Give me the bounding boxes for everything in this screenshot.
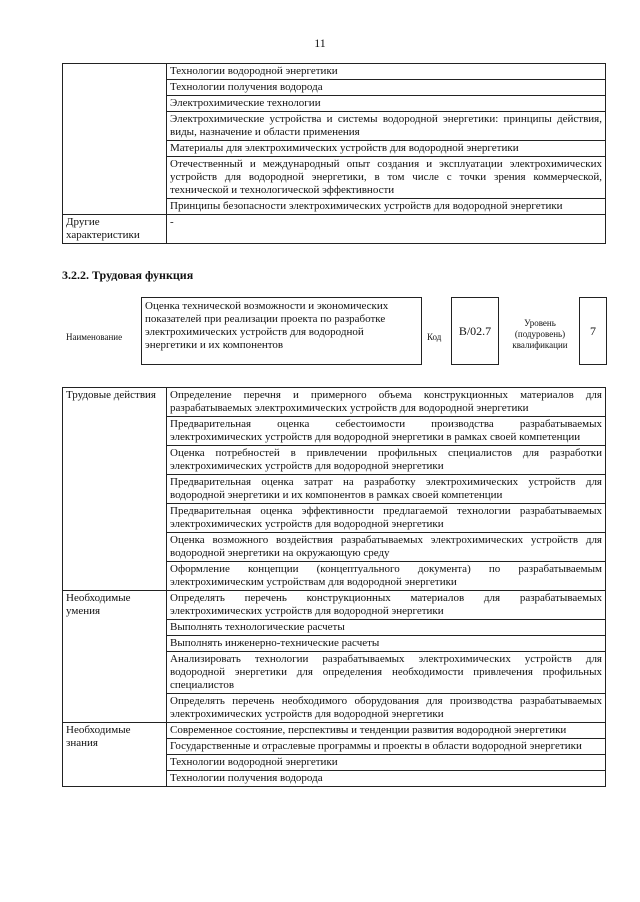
table-cell: Предварительная оценка эффективности предлагаемой технологии разрабатываемых электрохимических устройств для водородной энергетики: [167, 504, 606, 533]
level-value-box: 7: [579, 297, 607, 365]
table-cell: Предварительная оценка себестоимости производства разрабатываемых электрохимических устройств для водородной энергетики в рамках своей компетенции: [167, 417, 606, 446]
name-label: Наименование: [66, 332, 123, 342]
table-cell: Материалы для электрохимических устройств для водородной энергетики: [167, 141, 606, 157]
knowledge-label: Необходимые знания: [63, 723, 167, 787]
labor-function-table: [62, 387, 606, 787]
empty-label-cell: [63, 64, 167, 215]
table-row: [63, 723, 606, 739]
actions-label: Трудовые действия: [63, 388, 167, 591]
table-cell: Анализировать технологии разрабатываемых электрохимических устройств для водородной энергетики для определения необходимости привлечения профильных специалистов: [167, 652, 606, 694]
table-cell: Отечественный и международный опыт создания и эксплуатации электрохимических устройств для водородной энергетики, в том числе с точки зрения коммерческой, технической и технологической эффективности: [167, 157, 606, 199]
code-label: Код: [427, 332, 442, 342]
knowledge-continuation-table: [62, 63, 606, 244]
table-cell: Предварительная оценка затрат на разработку электрохимических устройств для водородной энергетики и их компонентов в рамках своей компетенции: [167, 475, 606, 504]
table-cell: Электрохимические устройства и системы водородной энергетики: принципы действия, виды, назначение и области применения: [167, 112, 606, 141]
table-cell: Электрохимические технологии: [167, 96, 606, 112]
table-cell: Принципы безопасности электрохимических устройств для водородной энергетики: [167, 199, 606, 215]
function-name-box: Оценка технической возможности и экономических показателей при реализации проекта по разработке электрохимических устройств для водородной энергетики и их компонентов: [141, 297, 422, 365]
level-label: Уровень (подуровень) квалификации: [512, 318, 568, 350]
table-cell: Определение перечня и примерного объема конструкционных материалов для разрабатываемых электрохимических устройств для водородной энергетики: [167, 388, 606, 417]
table-row: [63, 215, 606, 244]
table-cell: Технологии водородной энергетики: [167, 755, 606, 771]
code-value-box: B/02.7: [451, 297, 499, 365]
page-number: 11: [314, 36, 326, 50]
table-row: [63, 64, 606, 80]
table-row: [63, 591, 606, 620]
table-cell: Современное состояние, перспективы и тенденции развития водородной энергетики: [167, 723, 606, 739]
table-cell: Государственные и отраслевые программы и проекты в области водородной энергетики: [167, 739, 606, 755]
table-cell: Оценка потребностей в привлечении профильных специалистов для разработки электрохимических устройств для водородной энергетики: [167, 446, 606, 475]
table-cell: Определять перечень необходимого оборудования для производства разрабатываемых электрохимических устройств для водородной энергетики: [167, 694, 606, 723]
table-cell: Определять перечень конструкционных материалов для разрабатываемых электрохимических устройств для водородной энергетики: [167, 591, 606, 620]
table-row: [63, 388, 606, 417]
other-characteristics-label: Другие характеристики: [63, 215, 167, 244]
table-cell: Выполнять инженерно-технические расчеты: [167, 636, 606, 652]
table-cell: Выполнять технологические расчеты: [167, 620, 606, 636]
table-cell: Технологии водородной энергетики: [167, 64, 606, 80]
table-cell: Технологии получения водорода: [167, 80, 606, 96]
other-characteristics-value: -: [167, 215, 606, 244]
skills-label: Необходимые умения: [63, 591, 167, 723]
section-heading: 3.2.2. Трудовая функция: [62, 268, 194, 282]
table-cell: Оформление концепции (концептуального документа) по разрабатываемым электрохимическим устройствам для водородной энергетики: [167, 562, 606, 591]
table-cell: Оценка возможного воздействия разрабатываемых электрохимических устройств для водородной энергетики на окружающую среду: [167, 533, 606, 562]
table-cell: Технологии получения водорода: [167, 771, 606, 787]
